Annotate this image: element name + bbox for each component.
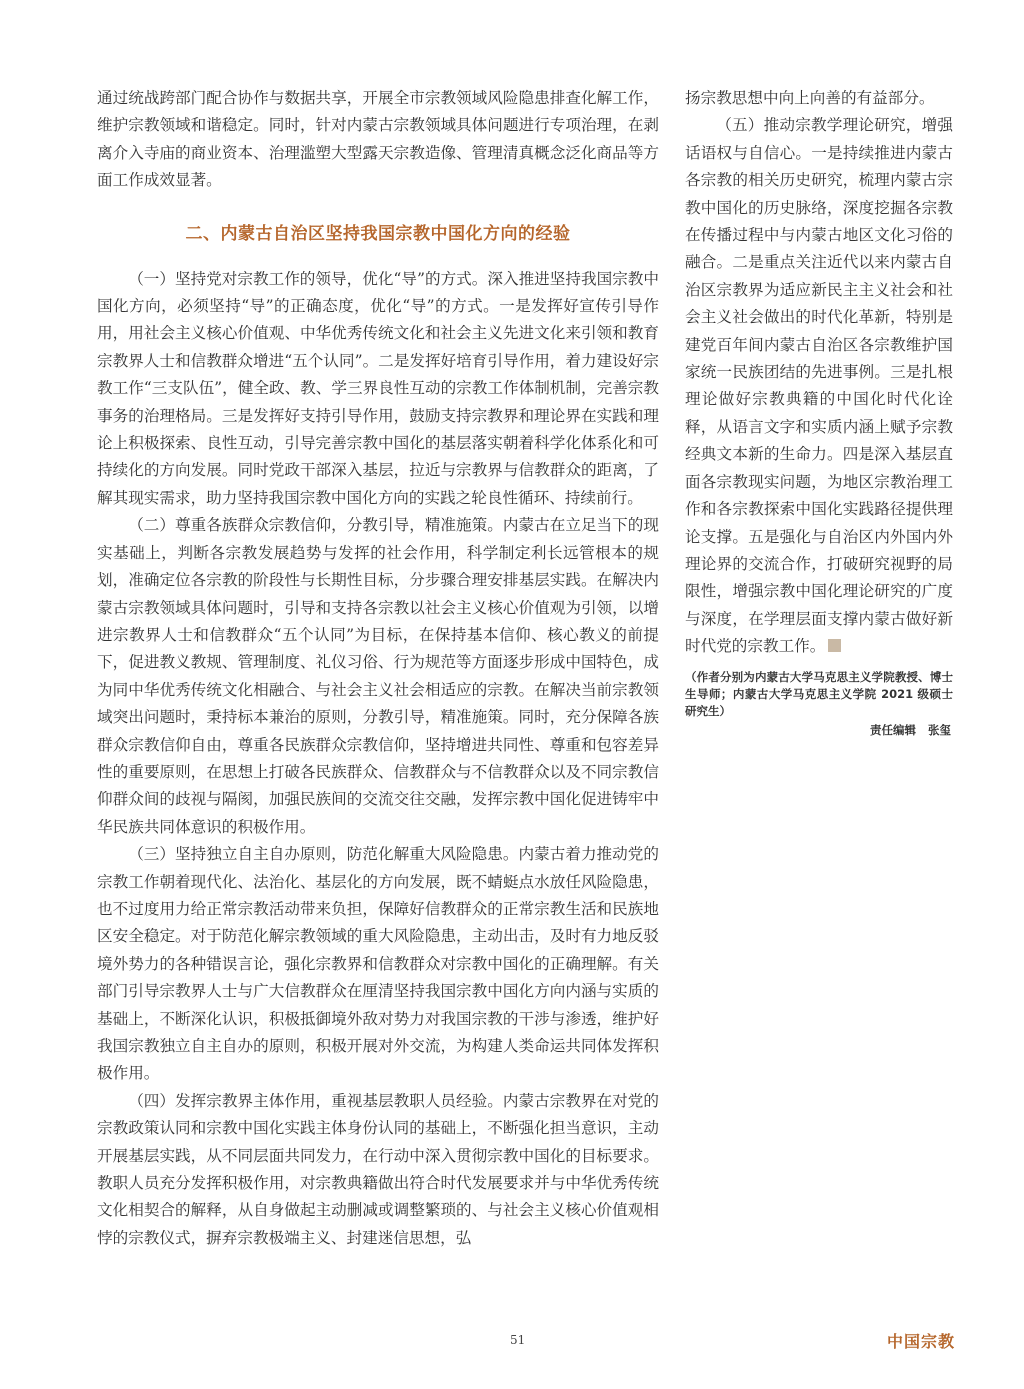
paragraph-5 [685, 112, 953, 660]
right-column [685, 85, 953, 738]
page-number: 51 [510, 1333, 526, 1347]
editor-label: 责任编辑 [869, 722, 916, 737]
editor-name: 张玺 [928, 722, 951, 737]
paragraph-3: （三）坚持独立自主自办原则，防范化解重大风险隐患。内蒙古着力推动党的宗教工作朝着现代化、法治化、基层化的方向发展，既不蜻蜓点水放任风险隐患，也不过度用力给正常宗教活动带来负担，保障好信教群众的正常宗教生活和民族地区安全稳定。对于防范化解宗教领域的重大风险隐患，主动出击，及时有力地反驳境外势力的各种错误言论，强化宗教界和信教群众对宗教中国化的正确理解。有关部门引导宗教界人士与广大信教群众在厘清坚持我国宗教中国化方向内涵与实质的基础上，不断深化认识，积极抵御境外敌对势力对我国宗教的干涉与渗透，维护好我国宗教独立自主自办的原则，积极开展对外交流，为构建人类命运共同体发挥积极作用。 [97, 845, 659, 1083]
paragraph-5-text: （五）推动宗教学理论研究，增强话语权与自信心。一是持续推进内蒙古各宗教的相关历史研究，梳理内蒙古宗教中国化的历史脉络，深度挖掘各宗教在传播过程中与内蒙古地区文化习俗的融合。二是重点关注近代以来内蒙古自治区宗教界为适应新民主主义社会和社会主义社会做出的时代化革新，特别是建党百年间内蒙古自治区各宗教维护国家统一民族团结的先进事例。三是扎根理论做好宗教典籍的中国化时代化诠释，从语言文字和实质内涵上赋予宗教经典文本新的生命力。四是深入基层直面各宗教现实问题，为地区宗教治理工作和各宗教探索中国化实践路径提供理论支撑。五是强化与自治区内外国内外理论界的交流合作，打破研究视野的局限性，增强宗教中国化理论研究的广度与深度，在学理层面支撑内蒙古做好新时代党的宗教工作。 [685, 116, 953, 656]
section-heading: 二、内蒙古自治区坚持我国宗教中国化方向的经验 [185, 223, 571, 244]
editor-line [685, 722, 953, 738]
continued-paragraph: 扬宗教思想中向上向善的有益部分。 [685, 89, 935, 107]
paragraph-2: （二）尊重各族群众宗教信仰，分教引导，精准施策。内蒙古在立足当下的现实基础上，判断各宗教发展趋势与发挥的社会作用，科学制定利长远管根本的规划，准确定位各宗教的阶段性与长期性目标，分步骤合理安排基层实践。在解决内蒙古宗教领域具体问题时，引导和支持各宗教以社会主义核心价值观为引领，以增进宗教界人士和信教群众“五个认同”为目标，在保持基本信仰、核心教义的前提下，促进教义教规、管理制度、礼仪习俗、行为规范等方面逐步形成中国特色，成为同中华优秀传统文化相融合、与社会主义社会相适应的宗教。在解决当前宗教领域突出问题时，秉持标本兼治的原则，分教引导，精准施策。同时，充分保障各族群众宗教信仰自由，尊重各民族群众宗教信仰，坚持增进共同性、尊重和包容差异性的重要原则，在思想上打破各民族群众、信教群众与不信教群众以及不同宗教信仰群众间的歧视与隔阂，加强民族间的交流交往交融，发挥宗教中国化促进铸牢中华民族共同体意识的积极作用。 [97, 516, 659, 836]
left-column [97, 85, 659, 1252]
intro-paragraph: 通过统战跨部门配合协作与数据共享，开展全市宗教领域风险隐患排查化解工作，维护宗教领域和谐稳定。同时，针对内蒙古宗教领域具体问题进行专项治理，在剥离介入寺庙的商业资本、治理滥塑大型露天宗教造像、管理清真概念泛化商品等方面工作成效显著。 [97, 89, 659, 190]
article-end-mark-icon [828, 639, 841, 652]
paragraph-4: （四）发挥宗教界主体作用，重视基层教职人员经验。内蒙古宗教界在对党的宗教政策认同和宗教中国化实践主体身份认同的基础上，不断强化担当意识，主动开展基层实践，从不同层面共同发力，在行动中深入贯彻宗教中国化的目标要求。教职人员充分发挥积极作用，对宗教典籍做出符合时代发展要求并与中华优秀传统文化相契合的解释，从自身做起主动删减或调整繁琐的、与社会主义核心价值观相悖的宗教仪式，摒弃宗教极端主义、封建迷信思想，弘 [97, 1091, 659, 1247]
journal-name: 中国宗教 [887, 1332, 956, 1351]
author-note: （作者分别为内蒙古大学马克思主义学院教授、博士生导师；内蒙古大学马克思主义学院 2021 级硕士研究生） [685, 669, 953, 718]
paragraph-1: （一）坚持党对宗教工作的领导，优化“导”的方式。深入推进坚持我国宗教中国化方向，必须坚持“导”的正确态度，优化“导”的方式。一是发挥好宣传引导作用，用社会主义核心价值观、中华优秀传统文化和社会主义先进文化来引领和教育宗教界人士和信教群众增进“五个认同”。二是发挥好培育引导作用，着力建设好宗教工作“三支队伍”，健全政、教、学三界良性互动的宗教工作体制机制，完善宗教事务的治理格局。三是发挥好支持引导作用，鼓励支持宗教界和理论界在实践和理论上积极探索、良性互动，引导完善宗教中国化的基层落实朝着科学化体系化和可持续化的方向发展。同时党政干部深入基层，拉近与宗教界与信教群众的距离，了解其现实需求，助力坚持我国宗教中国化方向的实践之轮良性循环、持续前行。 [97, 269, 659, 507]
